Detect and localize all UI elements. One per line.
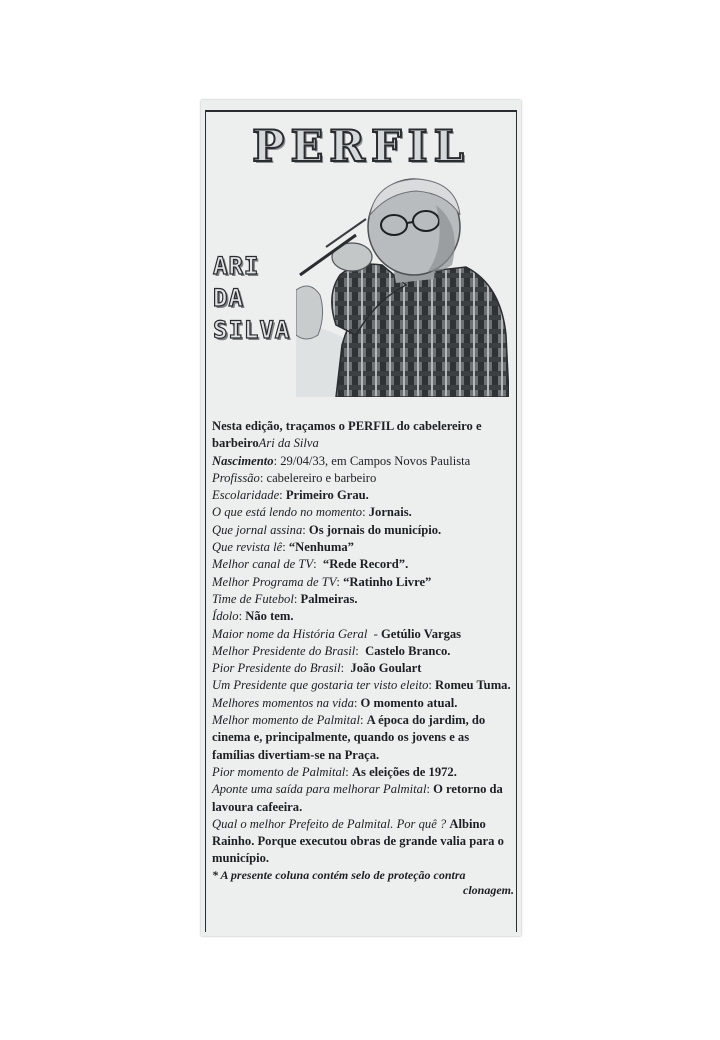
qa-value: Os jornais do município. (308, 522, 442, 537)
footnote (212, 868, 514, 883)
qa-separator: : (355, 643, 366, 658)
qa-value: Palmeiras. (300, 591, 358, 606)
qa-entry (212, 764, 514, 781)
qa-label: O que está lendo no momento (212, 505, 363, 520)
name-line-3: SILVA (213, 316, 291, 344)
qa-separator: : (313, 557, 323, 572)
qa-value: “Rede Record”. (322, 557, 409, 572)
qa-separator: : (426, 782, 434, 797)
qa-label: Pior momento de Palmital (212, 764, 346, 779)
qa-separator: : (362, 505, 369, 520)
qa-entry (212, 504, 514, 521)
qa-list (212, 453, 514, 868)
footnote-line-1: * A presente coluna contém selo de proteção contra (212, 867, 466, 882)
qa-label: Qual o melhor Prefeito de Palmital. Por quê ? (212, 816, 447, 831)
qa-separator: : (359, 713, 367, 728)
intro-name: Ari da Silva (258, 436, 319, 451)
qa-label: Melhor momento de Palmital (212, 713, 360, 728)
qa-value: As eleições de 1972. (351, 764, 457, 779)
qa-label: Um Presidente que gostaria ter visto eleito (212, 678, 429, 693)
qa-label: Que jornal assina (212, 522, 303, 537)
qa-separator: : (302, 522, 309, 537)
qa-separator: - (367, 626, 381, 641)
qa-label: Melhor Presidente do Brasil (212, 643, 356, 658)
qa-value: Albino Rainho. Porque executou obras de grande valia para o município. (212, 816, 504, 866)
qa-entry (212, 626, 514, 643)
qa-value: João Goulart (350, 661, 422, 676)
qa-separator: : (279, 488, 286, 503)
qa-entry (212, 487, 514, 504)
qa-value: A época do jardim, do cinema e, principalmente, quando os jovens e as famílias divertiam-se na Praça. (212, 713, 486, 762)
qa-entry (212, 608, 514, 625)
qa-separator: : (353, 695, 361, 710)
qa-separator: : (273, 453, 281, 468)
portrait-photo (296, 175, 509, 397)
qa-value: Jornais. (368, 505, 412, 520)
qa-entry (212, 643, 514, 660)
qa-label: Ídolo (212, 609, 239, 624)
qa-label: Time de Futebol (212, 591, 294, 606)
qa-label: Melhores momentos na vida (212, 695, 354, 710)
intro-text: Nesta edição, traçamos o PERFIL do cabelereiro e barbeiro (212, 419, 482, 451)
qa-value: Romeu Tuma. (435, 678, 511, 693)
qa-separator: : (259, 470, 267, 485)
qa-value: Castelo Branco. (365, 643, 451, 658)
qa-separator: : (428, 678, 436, 693)
qa-entry (212, 470, 514, 487)
qa-entry (212, 712, 514, 764)
qa-label: Que revista lê (212, 540, 283, 555)
qa-label: Aponte uma saída para melhorar Palmital (212, 782, 427, 797)
qa-value: Getúlio Vargas (380, 626, 462, 641)
qa-entry (212, 660, 514, 677)
profile-text (212, 418, 514, 898)
qa-value: cabelereiro e barbeiro (266, 470, 377, 485)
qa-entry (212, 816, 514, 868)
qa-label: Melhor Programa de TV (212, 574, 337, 589)
qa-label: Escolaridade (212, 488, 280, 503)
qa-separator: : (238, 609, 246, 624)
qa-label: Profissão (212, 470, 260, 485)
qa-separator: : (282, 540, 289, 555)
qa-label: Nascimento (212, 453, 274, 468)
qa-entry (212, 453, 514, 470)
qa-value: O momento atual. (360, 695, 458, 710)
footnote-line-2: clonagem. (463, 882, 514, 897)
intro-paragraph (212, 418, 514, 453)
qa-separator: : (293, 591, 301, 606)
qa-value: “Ratinho Livre” (343, 574, 432, 589)
qa-entry (212, 677, 514, 694)
qa-entry (212, 539, 514, 556)
name-line-2: DA (213, 284, 244, 312)
qa-entry (212, 781, 514, 816)
qa-label: Maior nome da História Geral (212, 626, 368, 641)
qa-entry (212, 695, 514, 712)
profile-name-heading (213, 250, 290, 346)
newspaper-clipping (201, 100, 521, 936)
masthead-title: PERFIL (252, 122, 470, 172)
qa-separator: : (336, 574, 344, 589)
qa-value: 29/04/33, em Campos Novos Paulista (280, 453, 471, 468)
qa-entry (212, 556, 514, 573)
qa-value: Primeiro Grau. (285, 488, 369, 503)
qa-entry (212, 522, 514, 539)
qa-value: Não tem. (245, 609, 294, 624)
footnote-end (212, 883, 514, 898)
name-line-1: ARI (213, 252, 260, 280)
qa-separator: : (345, 764, 352, 779)
qa-value: O retorno da lavoura cafeeira. (212, 782, 503, 814)
qa-label: Melhor canal de TV (212, 557, 314, 572)
qa-entry (212, 574, 514, 591)
qa-label: Pior Presidente do Brasil (212, 661, 341, 676)
qa-entry (212, 591, 514, 608)
qa-value: “Nenhuma” (288, 540, 354, 555)
qa-separator: : (340, 661, 351, 676)
